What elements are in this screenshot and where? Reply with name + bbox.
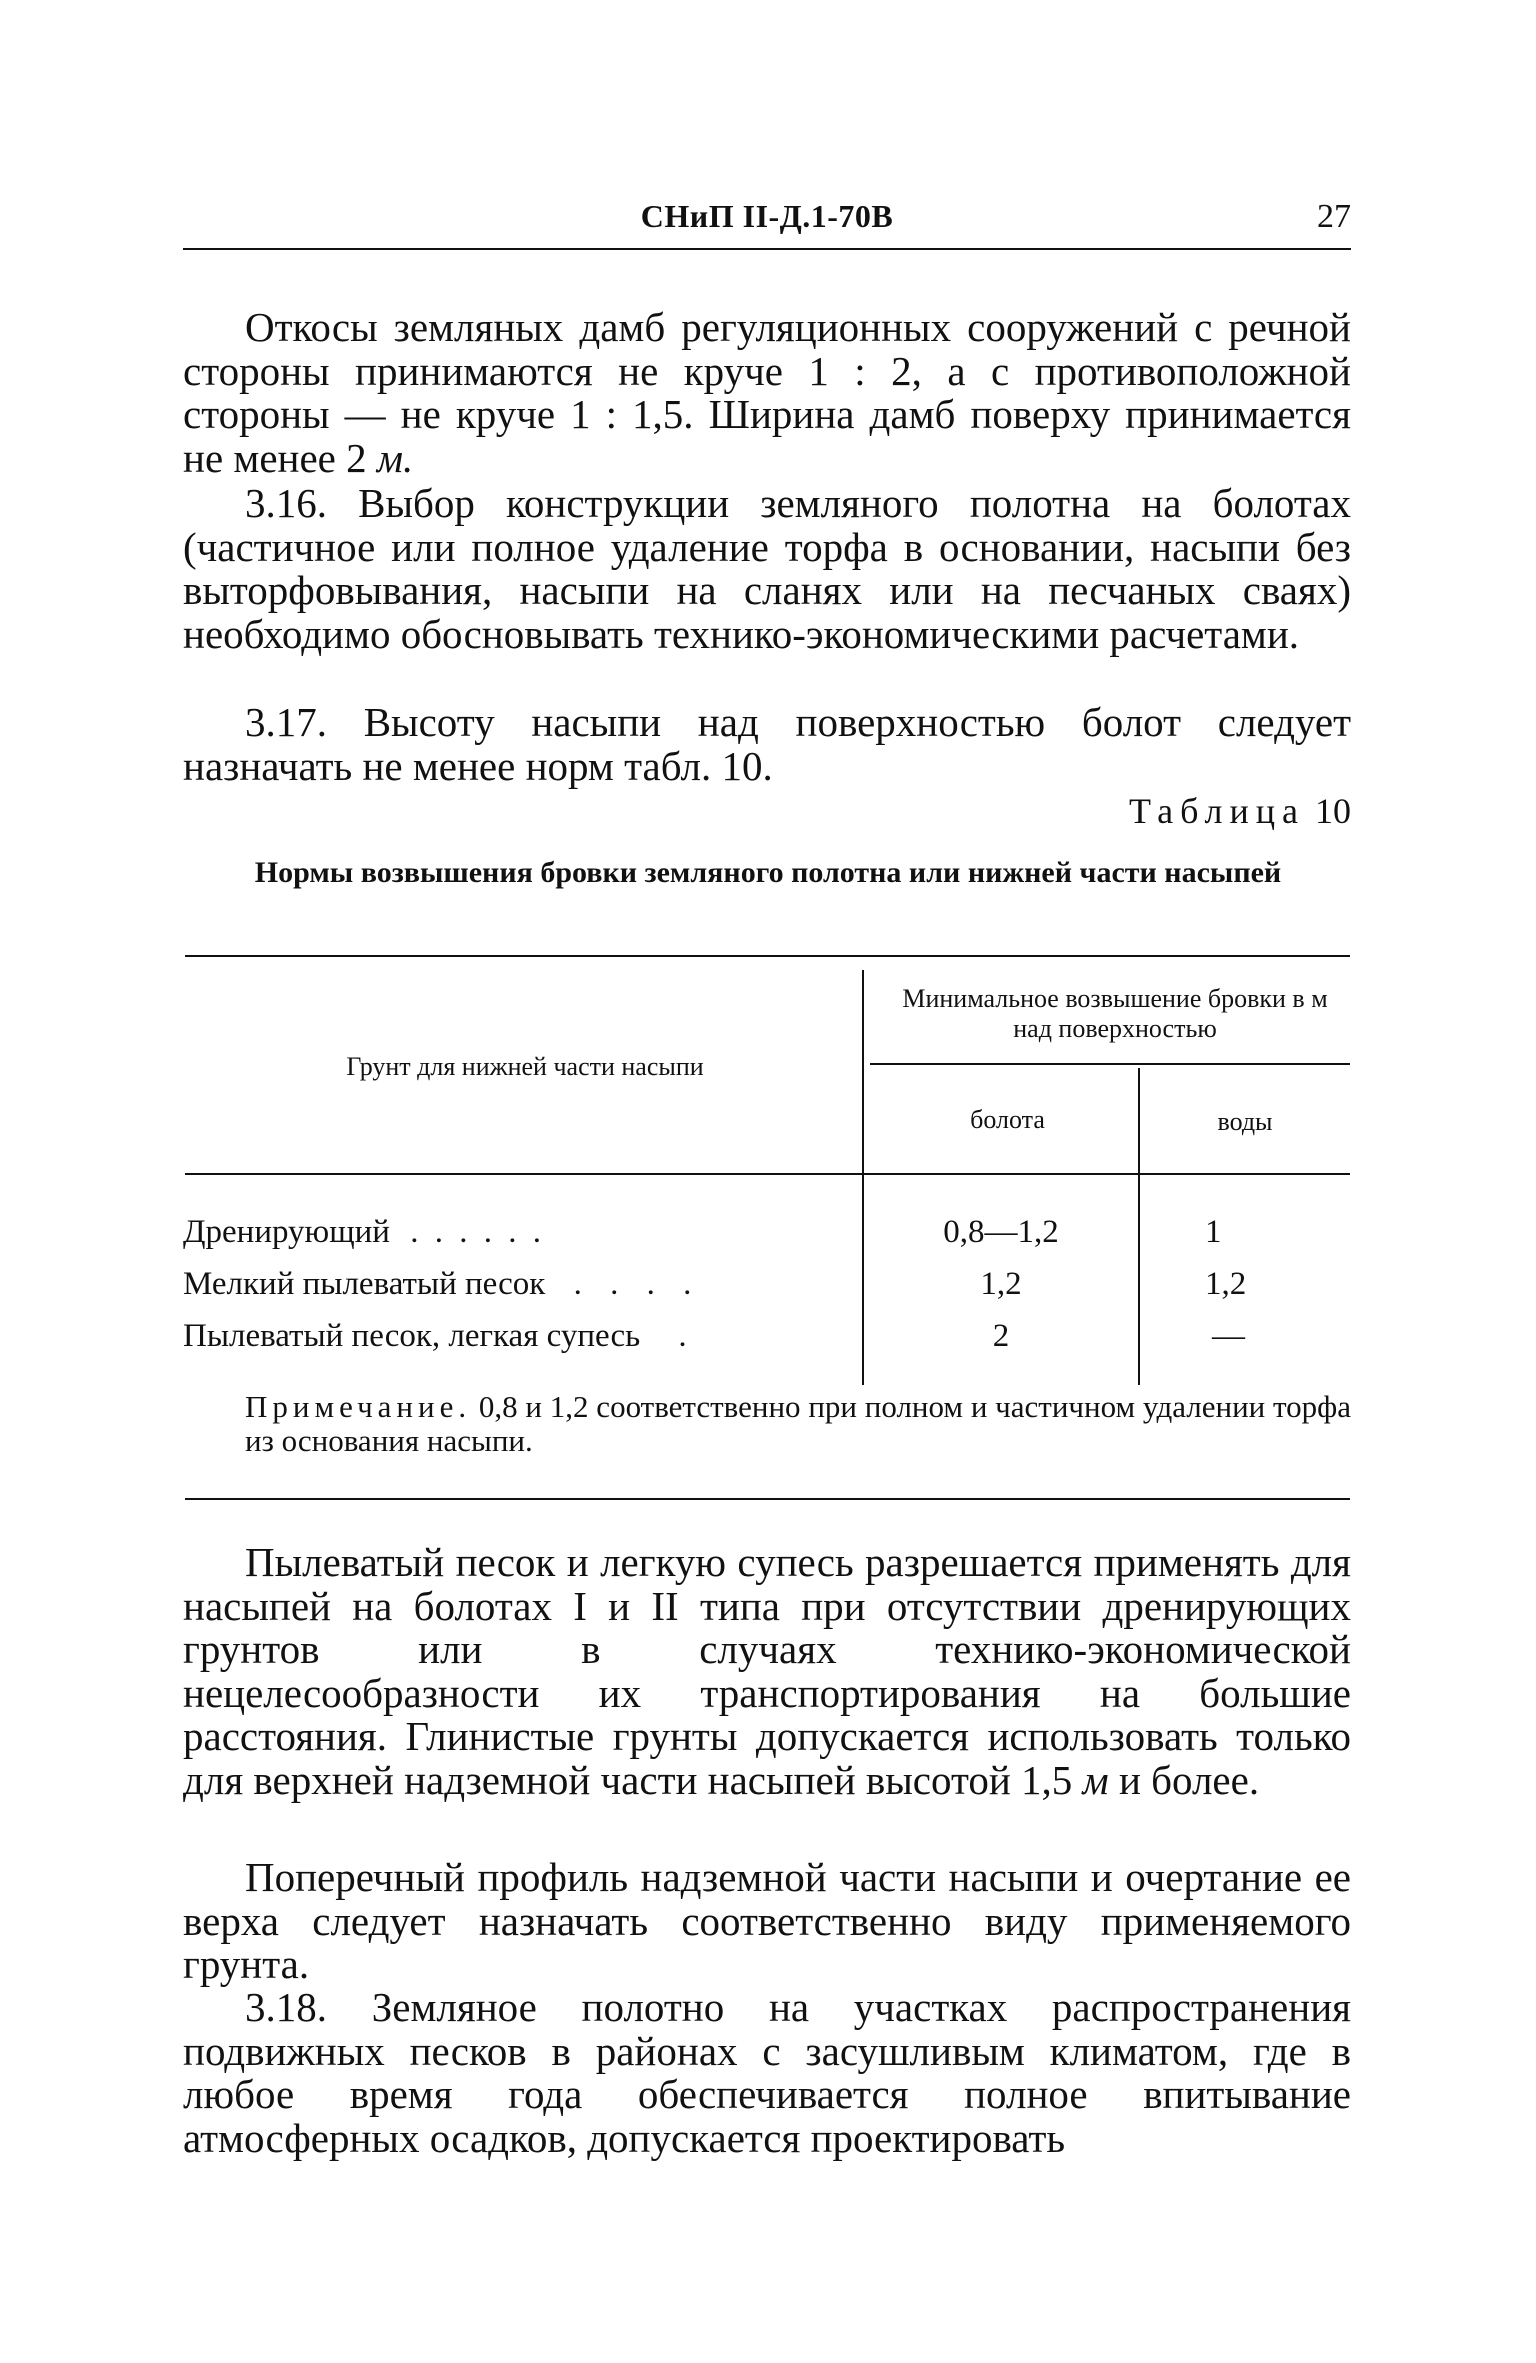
table-header-swamp: болота [970, 1105, 1045, 1134]
table-header-soil: Грунт для нижней части насыпи [346, 1052, 704, 1081]
page-header [183, 198, 1351, 248]
paragraph-silty-sand [183, 1541, 1351, 1802]
table-header-water: воды [1217, 1107, 1273, 1136]
cell-soil-text: Дренирующий [183, 1214, 390, 1250]
unit-meters: м [1082, 1756, 1109, 1803]
cell-water: 1,2 [1205, 1266, 1247, 1302]
paragraph-3-18: 3.18. Земляное полотно на участках распространения подвижных песков в районах с засушливым климатом, где в любое время года обеспечивается полное впитывание атмосферных осадков, допускается проектировать [183, 1984, 1351, 2161]
paragraph-3-17: 3.17. Высоту насыпи над поверхностью болот следует назначать не менее норм табл. 10. [183, 699, 1351, 789]
header-rule [183, 248, 1351, 250]
leader-dots: . [678, 1318, 687, 1354]
cell-soil-text: Мелкий пылеватый песок [183, 1266, 546, 1302]
table-label-text: Таблица [1129, 791, 1305, 831]
leader-dots: . . . . [573, 1266, 702, 1302]
table-column-divider-2 [1138, 1068, 1140, 1385]
paragraph-3-16: 3.16. Выбор конструкции земляного полотна на болотах (частичное или полное удаление торфа в основании, насыпи без выторфовывания, насыпи на сланях или на песчаных сваях) необходимо обосновывать технико-экономическими расчетами. [183, 480, 1351, 657]
cell-soil [183, 1318, 687, 1355]
leader-dots: . . . . . . [410, 1214, 545, 1250]
paragraph-dam-slopes [183, 306, 1351, 480]
table-header-group: Минимальное возвышение бровки в м над поверхностью [902, 984, 1328, 1043]
paragraph-text: Откосы земляных дамб регуляционных сооружений с речной стороны принимаются не круче 1 : 2, а с противоположной стороны — не круче 1 : 1,5. Ширина дамб поверху принимается не менее 2 [183, 304, 1351, 481]
document-code: СНиП II-Д.1-70В [640, 198, 894, 234]
table-number: 10 [1315, 791, 1351, 831]
table-label [1129, 790, 1351, 832]
table-note [245, 1390, 1351, 1458]
cell-swamp: 0,8—1,2 [943, 1214, 1059, 1250]
cell-water: — [1212, 1318, 1245, 1354]
cell-water: 1 [1205, 1214, 1222, 1250]
table-title: Нормы возвышения бровки земляного полотна или нижней части насыпей [254, 856, 1282, 889]
page-number: 27 [1317, 198, 1351, 235]
table-bottom-rule [185, 1498, 1350, 1500]
cell-soil-text: Пылеватый песок, легкая супесь [183, 1318, 641, 1354]
table-column-divider-1 [862, 970, 864, 1385]
paragraph-text-end: и более. [1118, 1756, 1260, 1803]
cell-soil [183, 1214, 545, 1251]
note-label: Примечание. [245, 1389, 472, 1424]
cell-soil [183, 1266, 701, 1303]
paragraph-text: Пылеватый песок и легкую супесь разрешается применять для насыпей на болотах I и II типа при отсутствии дренирующих грунтов или в случаях технико-экономической нецелесообразности их транспортирования на большие расстояния. Глинистые грунты допускается использовать только для верхней надземной части насыпей высотой 1,5 [183, 1539, 1351, 1803]
table-header-rule [185, 1173, 1350, 1175]
table-subheader-rule [870, 1063, 1350, 1065]
cell-swamp: 1,2 [980, 1266, 1022, 1302]
note-text: 0,8 и 1,2 соответственно при полном и частичном удалении торфа из основания насыпи. [245, 1389, 1352, 1458]
paragraph-cross-profile: Поперечный профиль надземной части насыпи и очертание ее верха следует назначать соответственно виду применяемого грунта. [183, 1854, 1351, 1987]
unit-meters: м. [376, 434, 414, 481]
table-top-rule [185, 955, 1350, 957]
cell-swamp: 2 [992, 1318, 1010, 1354]
